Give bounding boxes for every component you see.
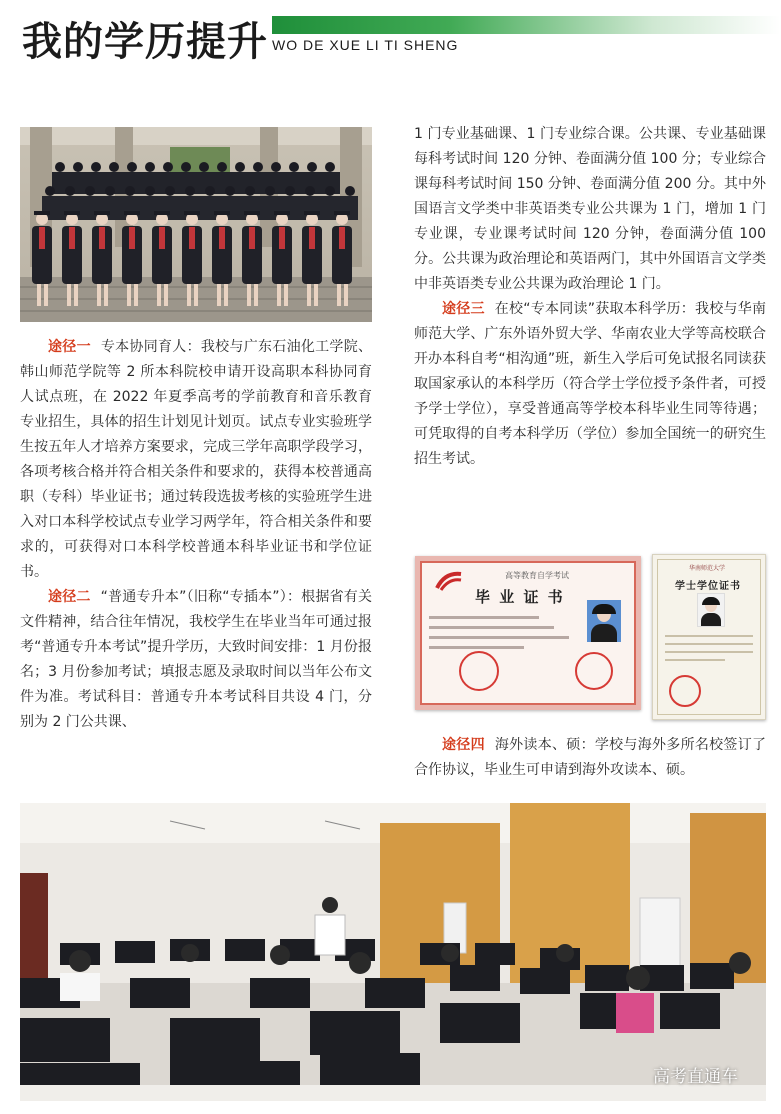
diploma-seal-icon <box>459 651 499 691</box>
degree-title: 学士学位证书 <box>675 581 741 592</box>
route-1-text: 专本协同育人：我校与广东石油化工学院、韩山师范学院等 2 所本科院校申请开设高职本科协同育人试点班，在 2022 年夏季高考的学前教育和音乐教育专业招生，具体的招生计划见计划页。试点专业实验班学生按五年人才培养方案要求，完成三学年高职学段学习，各项考核合格并符合相关条件和要求的，获得本校普通高职（专科）毕业证书；通过转段选拔考核的实验班学生进入对口本科学校试点专业学习两学年，符合相关条件和要求的，可获得对口本科学校普通本科毕业证书和学位证书。 <box>20 339 373 580</box>
diploma-logo-icon <box>435 570 463 592</box>
diploma-seal-icon-2 <box>575 652 613 690</box>
route-2-label: 途径二 <box>48 589 91 605</box>
diploma-title: 毕 业 证 书 <box>475 588 565 606</box>
route-2-continued-paragraph: 1 门专业基础课、1 门专业综合课。公共课、专业基础课每科考试时间 120 分钟、卷面满分值 100 分；专业综合课每科考试时间 150 分钟、卷面满分值 200 分。其中外国语言文学类中非英语类专业公共课为 1 门，增加 1 门专业课，专业课考试时间 120 分钟，卷面满分值 100 分。公共课为政治理论和英语两门，其中外国语言文学类中非英语类专业公共课为政治理论 1 门。 <box>414 126 766 292</box>
route-4-paragraph <box>414 733 766 783</box>
route-3-label: 途径三 <box>442 301 485 317</box>
degree-certificate <box>652 554 766 720</box>
route-3-paragraph <box>414 297 766 472</box>
diploma-text-lines <box>429 616 569 656</box>
graduation-photo <box>20 127 372 322</box>
route-1-paragraph <box>20 335 372 585</box>
watermark: 高考直通车 <box>653 1067 738 1087</box>
header-accent-bar <box>272 16 780 34</box>
route-4-block <box>414 733 766 783</box>
route-3-text: 在校“专本同读”获取本科学历：我校与华南师范大学、广东外语外贸大学、华南农业大学等高校联合开办本科自考“相沟通”班，新生入学后可免试报名同读获取国家承认的本科学历（符合学士学位授予条件者，可授予学士学位），享受普通高等学校本科毕业生同等待遇；可凭取得的自考本科学历（学位）参加全国统一的研究生招生考试。 <box>414 301 766 467</box>
route-2-paragraph <box>20 585 372 735</box>
degree-seal-icon <box>669 675 701 707</box>
route-4-label: 途径四 <box>442 737 485 753</box>
diploma-photo <box>587 600 621 642</box>
page-title: 我的学历提升 <box>22 19 268 65</box>
diploma-heading: 高等教育自学考试 <box>505 571 569 580</box>
route-1-label: 途径一 <box>48 339 91 355</box>
degree-text-lines <box>665 635 753 667</box>
right-column <box>414 122 766 472</box>
diploma-certificate <box>415 556 641 710</box>
route-4-text: 海外读本、硕：学校与海外多所名校签订了合作协议，毕业生可申请到海外攻读本、硕。 <box>414 737 767 778</box>
degree-photo <box>697 593 725 627</box>
classroom-photo <box>20 803 766 1101</box>
page-subtitle: WO DE XUE LI TI SHENG <box>272 37 459 53</box>
route-2-text: “普通专升本”（旧称“专插本”）：根据省有关文件精神，结合往年情况，我校学生在毕业当年可通过报考“普通专升本考试”提升学历，大致时间安排：1 月份报名；3 月份参加考试；填报志愿及录取时间以当年公布文件为准。考试科目：普通专升本考试科目共设 4 门，分别为 2 门公共课、 <box>20 589 372 730</box>
left-column <box>20 335 372 735</box>
degree-university: 华南师范大学 <box>689 565 726 572</box>
